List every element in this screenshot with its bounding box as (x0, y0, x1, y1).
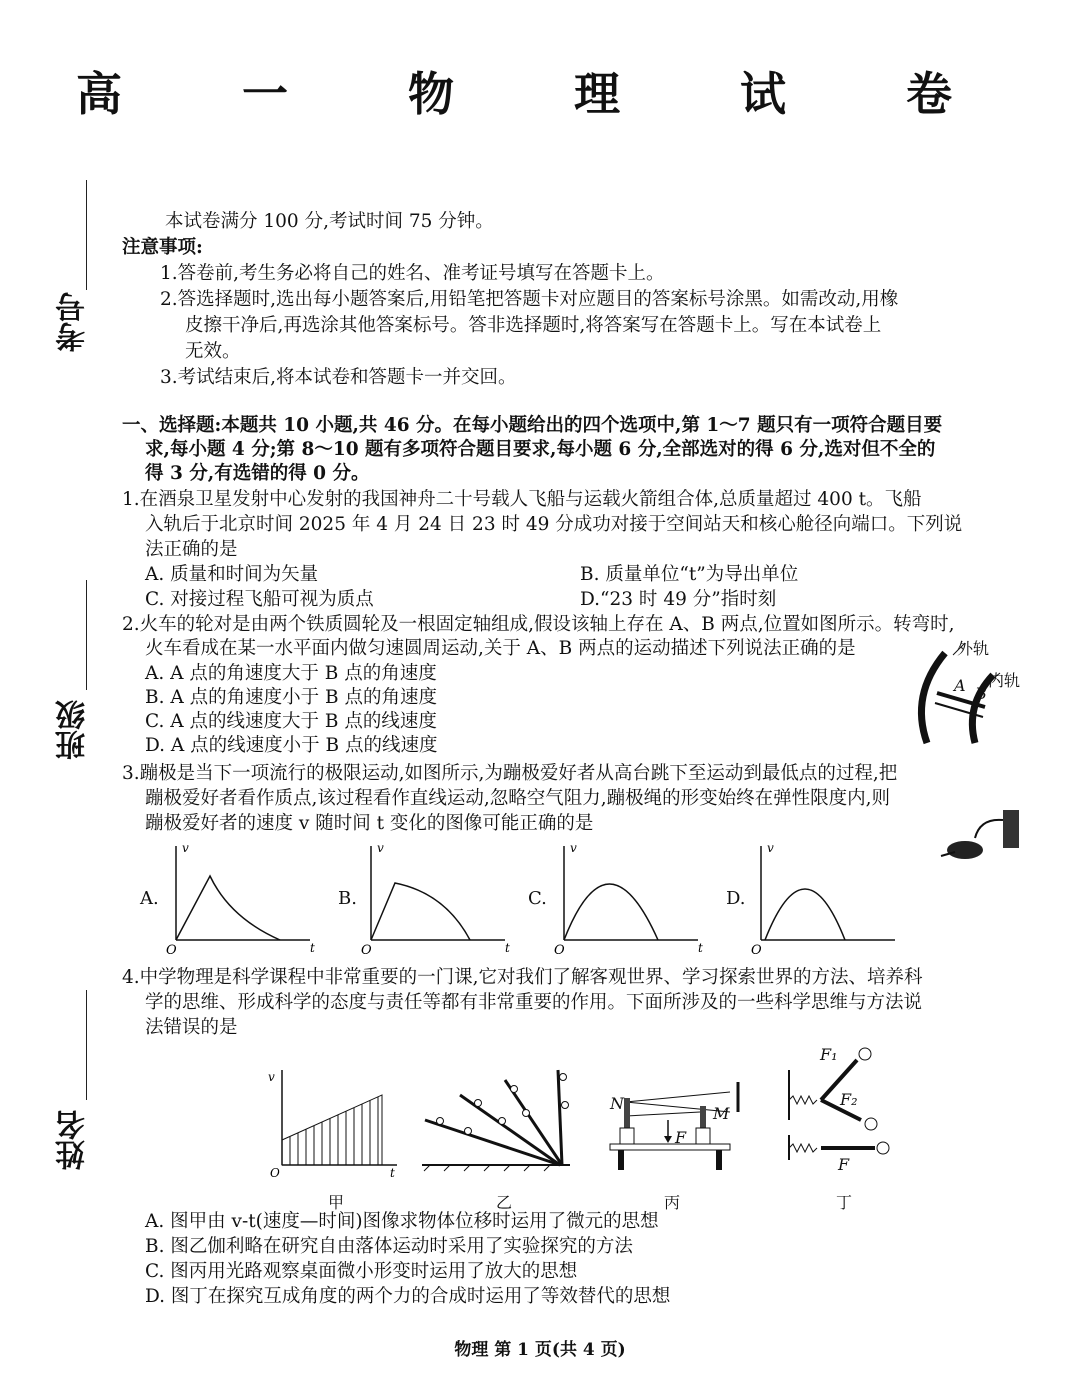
svg-text:O: O (751, 943, 762, 958)
figure-bing-label: 丙 (664, 1193, 681, 1212)
notice-2-end: 无效。 (185, 341, 241, 362)
q2-option-a: A. A 点的角速度大于 B 点的角速度 (145, 663, 437, 684)
svg-text:v: v (377, 841, 384, 855)
q2-option-b: B. A 点的角速度小于 B 点的角速度 (145, 687, 437, 708)
figure-jia-label: 甲 (328, 1193, 345, 1212)
svg-text:O: O (166, 943, 177, 958)
figure-jia-vt-graph (262, 1065, 402, 1180)
q1-stem-2: 入轨后于北京时间 2025 年 4 月 24 日 23 时 49 分成功对接于空间站天和核心舱径向端口。下列说 (145, 514, 963, 535)
q3-label-a: A. (140, 888, 159, 909)
page-title: 高 一 物 理 试 卷 (75, 67, 1005, 121)
bungee-jumper-figure (935, 808, 1025, 868)
figure-bing-f: F (675, 1128, 687, 1147)
q4-option-a: A. 图甲由 v-t(速度—时间)图像求物体位移时运用了微元的思想 (145, 1211, 659, 1232)
svg-text:t: t (310, 941, 315, 955)
q2-stem-2: 火车看成在某一水平面内做匀速圆周运动,关于 A、B 两点的运动描述下列说法正确的是 (145, 638, 856, 659)
svg-text:O: O (361, 943, 372, 958)
q3-label-d: D. (726, 888, 746, 909)
svg-text:v: v (182, 841, 189, 855)
name-line (86, 990, 87, 1100)
q3-stem-3: 蹦极爱好者的速度 v 随时间 t 变化的图像可能正确的是 (145, 813, 594, 834)
q4-stem-1: 4.中学物理是科学课程中非常重要的一门课,它对我们了解客观世界、学习探索世界的方法、培养科 (122, 967, 923, 988)
vt-graph-c (548, 838, 708, 958)
notice-2: 2.答选择题时,选出每小题答案后,用铅笔把答题卡对应题目的答案标号涂黑。如需改动,用橡 (160, 289, 899, 310)
q4-option-c: C. 图丙用光路观察桌面微小形变时运用了放大的思想 (145, 1261, 578, 1282)
svg-text:t: t (505, 941, 510, 955)
figure-ding-f1: F₁ (820, 1045, 838, 1064)
exam-number-line (86, 180, 87, 290)
q3-stem-2: 蹦极爱好者看作质点,该过程看作直线运动,忽略空气阻力,蹦极绳的形变始终在弹性限度内,则 (145, 788, 891, 809)
notice-1: 1.答卷前,考生务必将自己的姓名、准考证号填写在答题卡上。 (160, 263, 665, 284)
svg-text:v: v (570, 841, 577, 855)
q1-option-d: D.“23 时 49 分”指时刻 (580, 589, 777, 610)
page-footer: 物理 第 1 页(共 4 页) (454, 1340, 626, 1360)
svg-text:O: O (270, 1166, 280, 1180)
fig-outer-rail-label: 外轨 (957, 639, 990, 658)
figure-ding-f2: F₂ (840, 1090, 858, 1109)
vt-graph-d (745, 838, 905, 958)
q4-stem-3: 法错误的是 (145, 1017, 238, 1038)
figure-bing-n: N (610, 1094, 624, 1113)
class-label: 班级 (56, 700, 91, 760)
q2-option-d: D. A 点的线速度小于 B 点的线速度 (145, 735, 438, 756)
svg-text:t: t (698, 941, 703, 955)
q3-label-b: B. (338, 888, 357, 909)
svg-text:v: v (268, 1070, 275, 1084)
q1-stem-1: 1.在酒泉卫星发射中心发射的我国神舟二十号载人飞船与运载火箭组合体,总质量超过 400 t。飞船 (122, 489, 922, 510)
q4-stem-2: 学的思维、形成科学的态度与责任等都有非常重要的作用。下面所涉及的一些科学思维与方法说 (145, 992, 923, 1013)
q4-option-d: D. 图丁在探究互成角度的两个力的合成时运用了等效替代的思想 (145, 1286, 671, 1307)
notice-3: 3.考试结束后,将本试卷和答题卡一并交回。 (160, 367, 517, 388)
figure-yi-label: 乙 (496, 1193, 513, 1212)
exam-number-label: 考号 (56, 292, 91, 352)
q1-option-a: A. 质量和时间为矢量 (145, 564, 319, 585)
section1-line-3: 得 3 分,有选错的得 0 分。 (145, 463, 370, 484)
figure-yi-inclines (420, 1065, 580, 1175)
q2-option-c: C. A 点的线速度大于 B 点的线速度 (145, 711, 437, 732)
fig-inner-rail-label: 内轨 (988, 671, 1021, 690)
name-label: 姓名 (56, 1110, 91, 1170)
q1-option-b: B. 质量单位“t”为导出单位 (580, 564, 799, 585)
section1-line-1: 一、选择题:本题共 10 小题,共 46 分。在每小题给出的四个选项中,第 1～7 题只有一项符合题目要 (122, 415, 943, 436)
q1-stem-3: 法正确的是 (145, 539, 238, 560)
svg-text:v: v (767, 841, 774, 855)
vt-graph-b (355, 838, 515, 958)
vt-graph-a (160, 838, 320, 958)
svg-text:t: t (390, 1166, 395, 1180)
notice-heading: 注意事项: (122, 237, 203, 258)
fig-point-a: A (954, 676, 966, 695)
q3-label-c: C. (528, 888, 547, 909)
q4-option-b: B. 图乙伽利略在研究自由落体运动时采用了实验探究的方法 (145, 1236, 633, 1257)
class-line (86, 580, 87, 690)
section1-line-2: 求,每小题 4 分;第 8～10 题有多项符合题目要求,每小题 6 分,全部选对的得 6 分,选对但不全的 (145, 439, 936, 460)
notice-2-cont: 皮擦干净后,再选涂其他答案标号。答非选择题时,将答案写在答题卡上。写在本试卷上 (185, 315, 882, 336)
svg-text:O: O (554, 943, 565, 958)
figure-ding-f: F (838, 1155, 850, 1174)
q2-stem-1: 2.火车的轮对是由两个铁质圆轮及一根固定轴组成,假设该轴上存在 A、B 两点,位置如图所示。转弯时, (122, 614, 955, 635)
q3-stem-1: 3.蹦极是当下一项流行的极限运动,如图所示,为蹦极爱好者从高台跳下至运动到最低点的过程,把 (122, 763, 898, 784)
figure-ding-label: 丁 (836, 1193, 853, 1212)
intro-text: 本试卷满分 100 分,考试时间 75 分钟。 (165, 211, 494, 232)
q1-option-c: C. 对接过程飞船可视为质点 (145, 589, 374, 610)
fig-point-b: B (975, 684, 987, 703)
figure-bing-m: M (713, 1104, 730, 1123)
